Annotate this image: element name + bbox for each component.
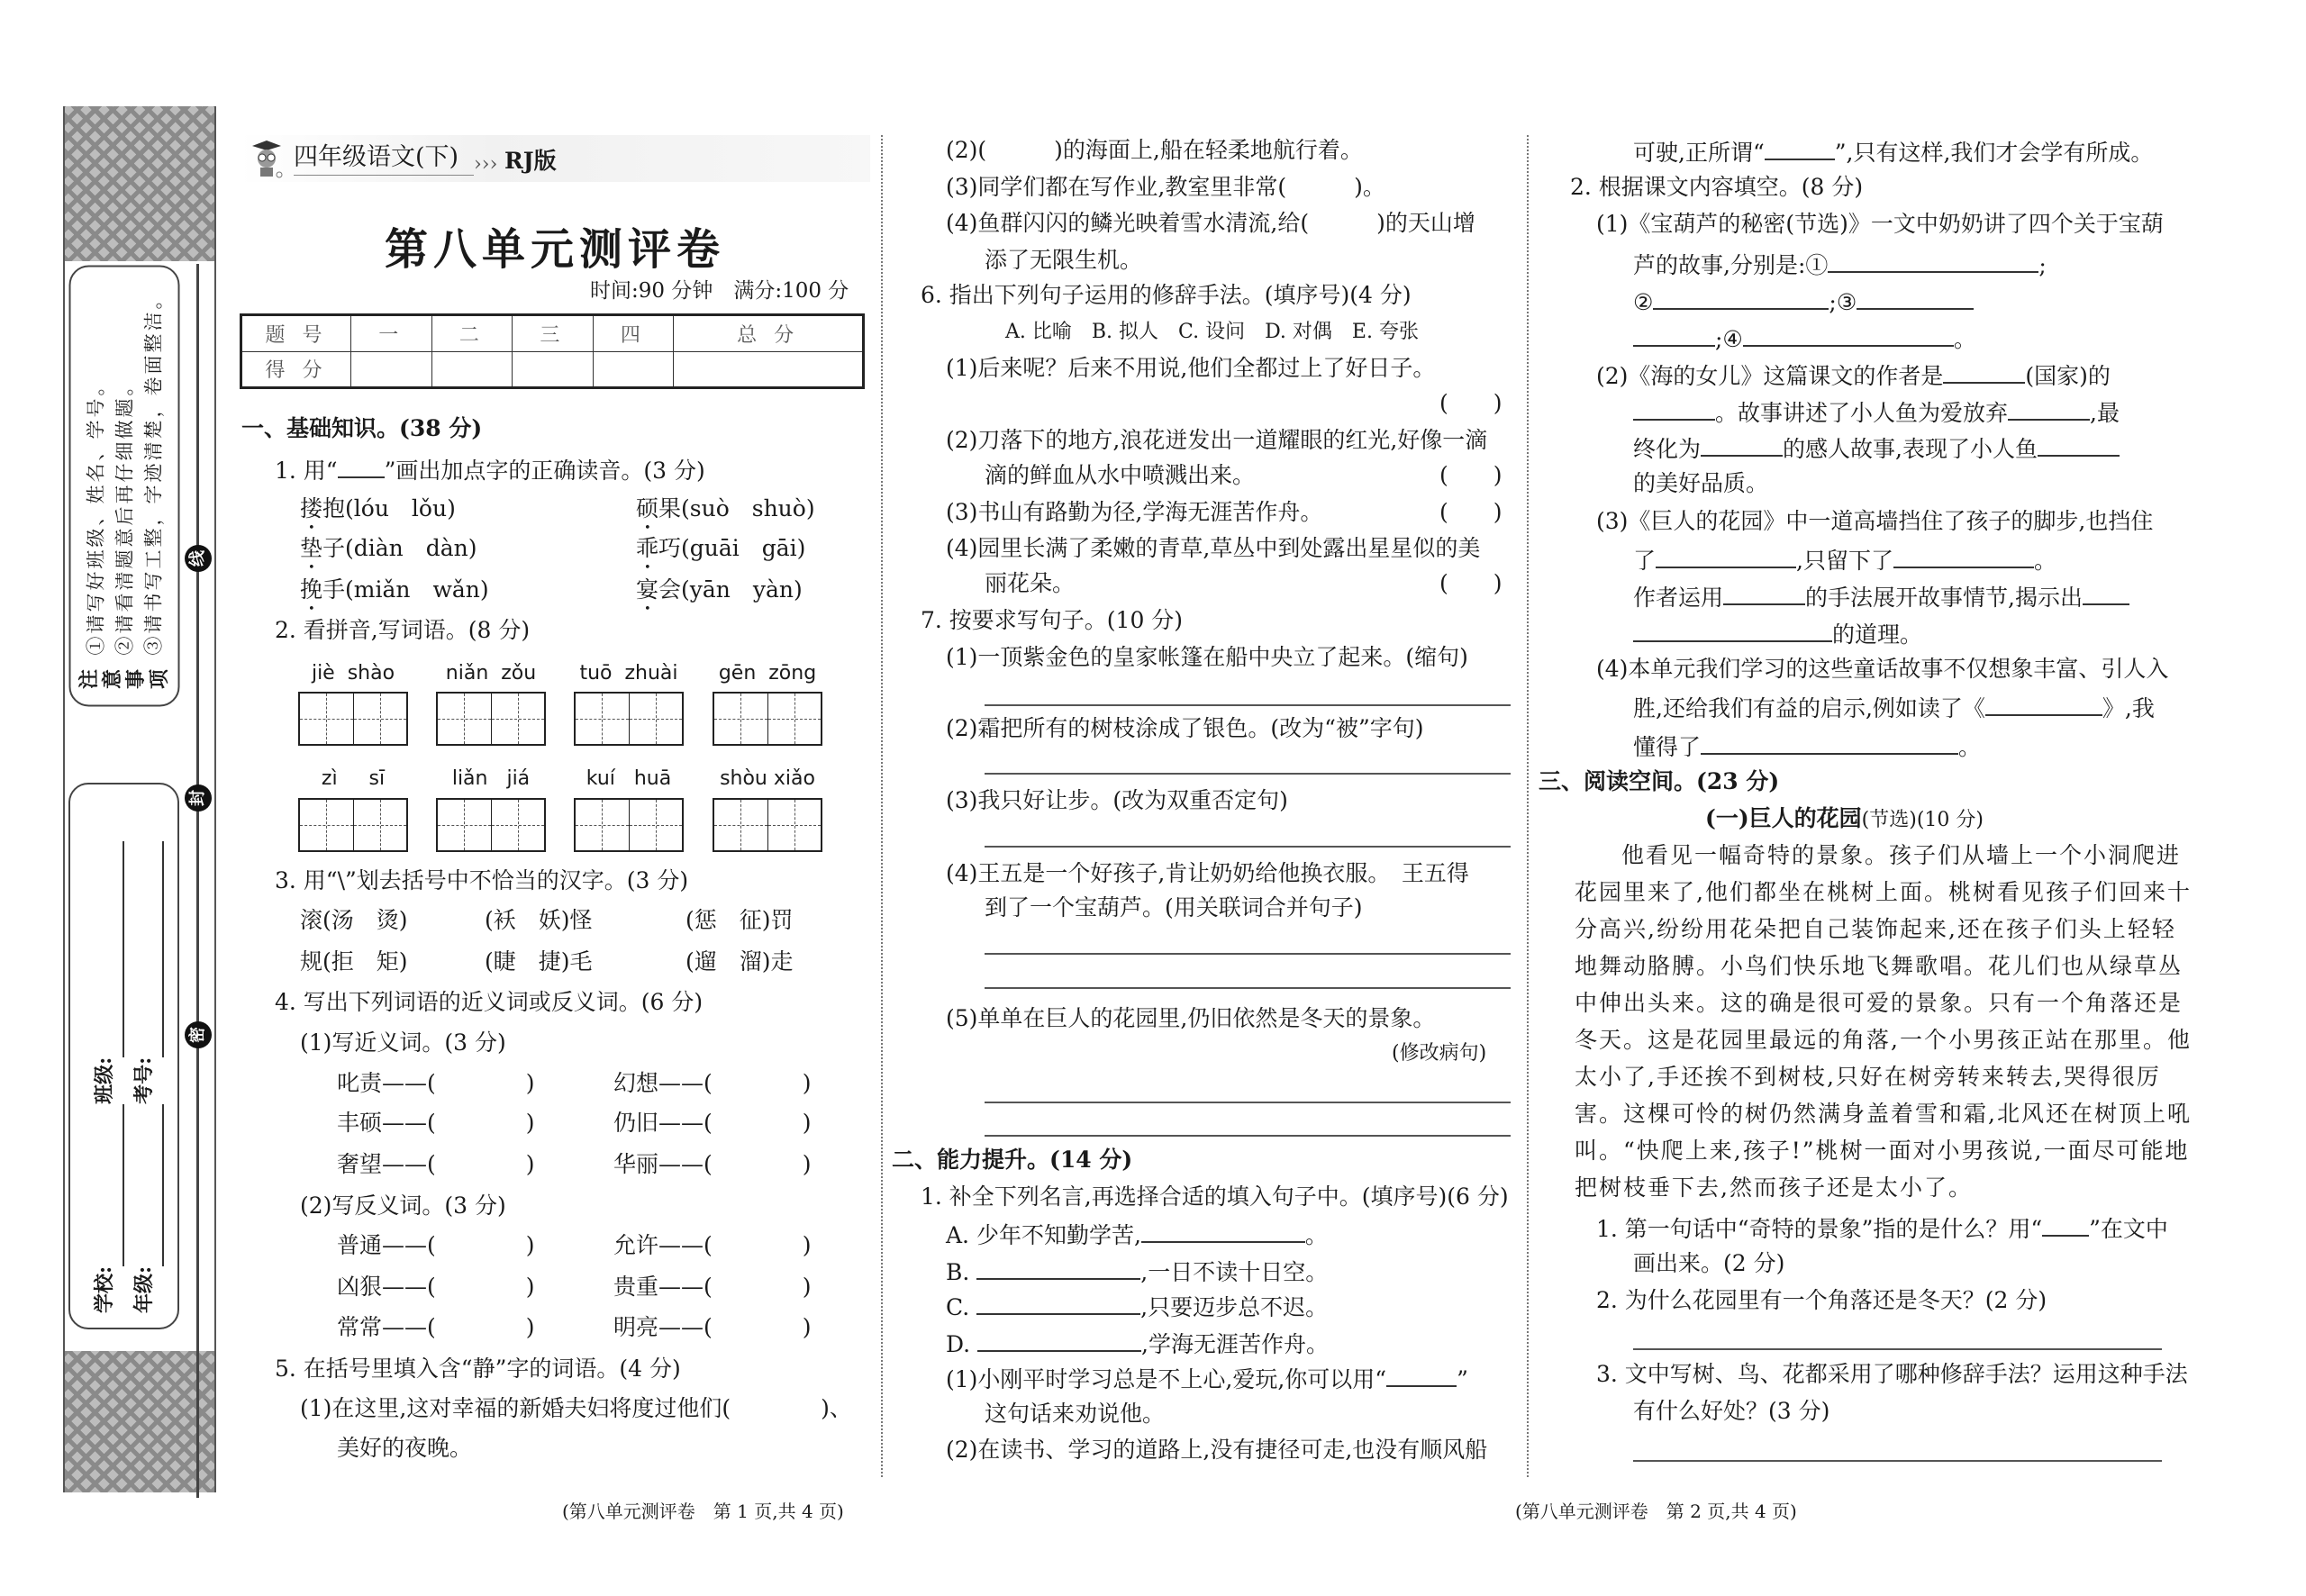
header-grade: 四年级语文(下) (294, 143, 459, 171)
proverb-blank[interactable]: B. ,一日不读十日空。 (946, 1256, 1328, 1286)
question-text: 有什么好处？(3 分) (1633, 1398, 1830, 1424)
question-text: 5. 在括号里填入含“静”字的词语。(4 分) (275, 1356, 681, 1382)
question-text: 6. 指出下列句子运用的修辞手法。(填序号)(4 分) (921, 282, 1412, 308)
blank-line[interactable] (2042, 1213, 2089, 1237)
passage-line: 害。这棵可怜的树仍然满身盖着雪和霜,北风还在树顶上吼 (1575, 1101, 2192, 1127)
question-text: 2. 根据课文内容填空。(8 分) (1570, 174, 1864, 200)
grade-label: 年级: (132, 1265, 156, 1313)
instruction-note: (修改病句) (1392, 1042, 1487, 1065)
question-text: 2. 看拼音,写词语。(8 分) (275, 617, 531, 643)
subquestion-text: (4)鱼群闪闪的鳞光映着雪水清流,给( )的天山增 (946, 210, 1475, 236)
question-text: 3. 用“\”划去括号中不恰当的汉字。(3 分) (275, 867, 689, 893)
seal-mark-seal: 封 (185, 784, 212, 812)
blank-line[interactable] (1633, 397, 1715, 421)
passage-line: 冬天。这是花园里最远的角落,一个小男孩正站在那里。他 (1575, 1027, 2192, 1053)
subquestion-text: 丽花朵。 (985, 570, 1076, 596)
subquestion-text: (3)同学们都在写作业,教室里非常( )。 (946, 174, 1385, 200)
passage-line: 分高兴,纷纷用花朵把自己装饰起来,还在孩子们头上轻轻 (1575, 916, 2176, 942)
answer-blank[interactable]: ( ) (1439, 570, 1503, 596)
subquestion-text: (2)在读书、学习的道路上,没有捷径可走,也没有顺风船 (946, 1437, 1488, 1463)
decorative-pattern-bottom (65, 1351, 214, 1492)
score-header: 题 号 (241, 315, 351, 352)
section-heading: 一、基础知识。(38 分) (241, 415, 483, 441)
answer-line[interactable] (1633, 1460, 2162, 1462)
answer-blank[interactable]: ( ) (1439, 462, 1503, 488)
blank-line[interactable] (1743, 323, 1954, 347)
pinyin-options: 会(yān yàn) (658, 576, 803, 603)
blank-line[interactable] (2008, 397, 2090, 421)
blank-line[interactable] (1943, 360, 2025, 384)
blank-line[interactable] (2038, 433, 2120, 457)
blank-line[interactable] (1723, 582, 1805, 605)
writing-grid[interactable] (713, 798, 822, 852)
fill-blank-line[interactable]: 的道理。 (1633, 619, 1922, 648)
fill-blank-line[interactable]: ② ;③ (1633, 286, 1974, 316)
blank-line[interactable] (1701, 731, 1958, 755)
student-info-box (68, 783, 179, 1329)
subquestion-text: 美好的夜晚。 (337, 1435, 473, 1461)
passage-line: 叫。“快爬上来,孩子!”桃树一面对小男孩说,一面尽可能地 (1575, 1138, 2190, 1164)
score-cell[interactable] (513, 351, 594, 388)
reading-item (636, 495, 815, 535)
seal-line (196, 264, 199, 1498)
blank-line[interactable] (1985, 693, 2102, 716)
score-header: 二 (431, 315, 513, 352)
answer-line[interactable] (985, 987, 1511, 989)
score-cell[interactable] (431, 351, 513, 388)
char-choice[interactable]: (袄 妖)怪 (485, 907, 593, 933)
question-text: 1. 补全下列名言,再选择合适的填入句子中。(填序号)(6 分) (921, 1183, 1509, 1210)
page-footer: (第八单元测评卷 第 1 页,共 4 页) (562, 1501, 844, 1522)
reading-item (300, 535, 477, 575)
section-heading: 二、能力提升。(14 分) (892, 1147, 1133, 1173)
subquestion-text: 到了一个宝葫芦。(用关联词合并句子) (985, 894, 1363, 920)
column-divider (1527, 135, 1529, 1477)
blank-line[interactable] (1653, 286, 1829, 310)
blank-line[interactable] (976, 1292, 1140, 1315)
subquestion-text: (4)本单元我们学习的这些童话故事不仅想象丰富、引人入 (1596, 656, 2169, 682)
pinyin-options: 抱(lóu lǒu) (322, 495, 456, 521)
word-blank[interactable]: 奢望——( ) (337, 1151, 535, 1177)
word-blank[interactable]: 丰硕——( ) (337, 1110, 535, 1136)
grade-field[interactable] (137, 1104, 164, 1266)
char-choice[interactable]: (惩 征)罚 (685, 907, 794, 933)
pinyin-options: 巧(guāi gāi) (658, 535, 806, 561)
score-header: 四 (593, 315, 674, 352)
writing-grid[interactable] (574, 692, 684, 746)
blank-line[interactable] (1656, 545, 1796, 568)
subquestion-text: (2)刀落下的地方,浪花迸发出一道耀眼的红光,好像一滴 (946, 427, 1488, 453)
exam-no-label: 考号: (132, 1056, 156, 1104)
subquestion-text: 这句话来劝说他。 (985, 1401, 1166, 1427)
answer-blank[interactable]: ( ) (1439, 390, 1503, 416)
exam-meta: 时间:90 分钟 满分:100 分 (590, 279, 849, 303)
blank-line[interactable] (1633, 323, 1715, 347)
notes-title: 注意事项 (77, 668, 171, 693)
subquestion-text: 的美好品质。 (1633, 470, 1769, 496)
blank-line[interactable] (338, 455, 385, 478)
fill-blank-line[interactable]: 。故事讲述了小人鱼为爱放弃 ,最 (1633, 397, 2120, 427)
subquestion-text: (3)《巨人的花园》中一道高墙挡住了孩子的脚步,也挡住 (1596, 508, 2154, 534)
dotted-char: 挽 (300, 576, 323, 603)
word-blank[interactable]: 华丽——( ) (613, 1151, 812, 1177)
subquestion-text: 添了无限生机。 (985, 247, 1143, 273)
word-blank[interactable]: 普通——( ) (337, 1232, 535, 1258)
word-blank[interactable]: 常常——( ) (337, 1314, 535, 1340)
answer-line[interactable] (985, 773, 1511, 775)
fill-blank-line[interactable]: 作者运用 的手法展开故事情节,揭示出 (1633, 582, 2129, 612)
score-cell[interactable] (593, 351, 674, 388)
writing-grid[interactable] (298, 692, 408, 746)
note-item: ③请书写工整，字迹清楚，卷面整洁。 (142, 287, 164, 656)
subquestion-text: (4)园里长满了柔嫩的青草,草丛中到处露出星星似的美 (946, 535, 1481, 561)
char-choice[interactable]: (遛 溜)走 (685, 948, 794, 975)
header-underline (294, 175, 474, 176)
exam-no-field[interactable] (137, 841, 164, 1057)
passage-line: 把树枝垂下去,然而孩子还是太小了。 (1575, 1174, 1973, 1201)
class-field[interactable] (97, 841, 124, 1057)
blank-line[interactable] (977, 1328, 1141, 1352)
blank-line[interactable] (1857, 286, 1974, 310)
dotted-char: 搂 (300, 495, 323, 521)
subquestion-text: 滴的鲜血从水中喷溅出来。 (985, 462, 1256, 488)
proverb-blank[interactable]: D. ,学海无涯苦作舟。 (946, 1328, 1329, 1358)
pinyin-label: zì sī (321, 767, 386, 790)
word-blank[interactable]: 叱责——( ) (337, 1070, 535, 1096)
reading-item (300, 495, 456, 535)
word-blank[interactable]: 幻想——( ) (613, 1070, 812, 1096)
dotted-char: 宴 (636, 576, 659, 603)
score-header: 一 (351, 315, 432, 352)
subquestion-text: (1)一顶紫金色的皇家帐篷在船中央立了起来。(缩句) (946, 644, 1468, 670)
question-text: 2. 为什么花园里有一个角落还是冬天？(2 分) (1596, 1287, 2047, 1313)
word-blank[interactable]: 凶狠——( ) (337, 1274, 535, 1300)
fill-blank-line[interactable]: 芦的故事,分别是:① ; (1633, 249, 2047, 279)
writing-grid[interactable] (436, 798, 546, 852)
subquestion-text: (2)霜把所有的树枝涂成了银色。(改为“被”字句) (946, 715, 1424, 741)
char-choice[interactable]: 滚(汤 烫) (300, 907, 408, 933)
passage-title (1705, 805, 1984, 834)
char-choice[interactable]: (睫 捷)毛 (485, 948, 593, 975)
arrows-icon: ››› (474, 153, 498, 176)
blank-line[interactable] (2083, 582, 2129, 605)
blank-line[interactable] (1386, 1364, 1457, 1387)
question-text: 7. 按要求写句子。(10 分) (921, 607, 1184, 633)
question-text: 4. 写出下列词语的近义词或反义词。(6 分) (275, 989, 704, 1015)
blank-line[interactable] (1765, 137, 1835, 160)
note-item: ①请写好班级、姓名、学号。 (85, 374, 106, 656)
score-header: 三 (513, 315, 594, 352)
reading-item (636, 576, 803, 616)
pinyin-label: jiè shào (311, 662, 395, 685)
fill-blank-line[interactable]: 了 ,只留下了 。 (1633, 545, 2056, 575)
blank-line[interactable] (976, 1256, 1140, 1280)
score-table (240, 313, 865, 389)
fill-blank-line[interactable]: 胜,还给我们有益的启示,例如读了《 》,我 (1633, 693, 2155, 722)
section-heading: 三、阅读空间。(23 分) (1539, 768, 1780, 794)
proverb-blank[interactable]: C. ,只要迈步总不迟。 (946, 1292, 1328, 1321)
question-text: 1. 用“ ”画出加点字的正确读音。(3 分) (275, 455, 705, 485)
blank-line[interactable] (1701, 433, 1783, 457)
passage-line: 中伸出头来。这的确是很可爱的景象。只有一个角落还是 (1575, 990, 2183, 1016)
dotted-char: 硕 (636, 495, 659, 521)
blank-line[interactable] (1828, 249, 2038, 273)
fill-blank-line[interactable]: 终化为 的感人故事,表现了小人鱼 (1633, 433, 2120, 463)
passage-title-text: (一)巨人的花园 (1705, 805, 1862, 831)
score-cell[interactable] (351, 351, 432, 388)
fill-blank-line[interactable]: ;④ 。 (1633, 323, 1976, 353)
char-choice[interactable]: 规(拒 矩) (300, 948, 408, 975)
subquestion-text: (1)《宝葫芦的秘密(节选)》一文中奶奶讲了四个关于宝葫 (1596, 211, 2164, 237)
subquestion-text: (2)( )的海面上,船在轻柔地航行着。 (946, 137, 1363, 163)
word-blank[interactable]: 明亮——( ) (613, 1314, 812, 1340)
rhetoric-options: A. 比喻 B. 拟人 C. 设问 D. 对偶 E. 夸张 (1005, 321, 1419, 343)
column-divider (881, 135, 883, 1477)
writing-grid[interactable] (713, 692, 822, 746)
reading-item (300, 576, 489, 616)
notes-box (69, 266, 180, 707)
answer-line[interactable] (1633, 1348, 2162, 1350)
score-row-label: 得 分 (241, 351, 351, 388)
school-field[interactable] (97, 1104, 124, 1266)
school-label: 学校: (92, 1265, 116, 1313)
question-text: 1. 第一句话中“奇特的景象”指的是什么？用“ ”在文中 (1596, 1213, 2168, 1243)
seal-mark-line: 线 (185, 545, 212, 572)
dotted-char: 垫 (300, 535, 323, 561)
subquestion-text: (2)写反义词。(3 分) (300, 1192, 506, 1219)
passage-line: 太小了,手还挨不到树枝,只好在树旁转来转去,哭得很厉 (1575, 1064, 2161, 1090)
subquestion-text: (3)书山有路勤为径,学海无涯苦作舟。 (946, 499, 1323, 525)
blank-line[interactable] (1141, 1220, 1305, 1243)
passage-line: 地舞动胳膊。小鸟们快乐地飞舞歌唱。花儿们也从绿草丛 (1575, 953, 2183, 979)
seal-mark-secret: 密 (185, 1021, 212, 1048)
answer-line[interactable] (985, 704, 1511, 706)
subquestion-text: (1)在这里,这对幸福的新婚夫妇将度过他们( )、 (300, 1395, 852, 1421)
subquestion-text: (5)单单在巨人的花园里,仍旧依然是冬天的景象。 (946, 1005, 1436, 1031)
owl-mascot-icon (247, 139, 286, 180)
proverb-blank[interactable]: A. 少年不知勤学苦, 。 (946, 1220, 1328, 1249)
page-title: 第八单元测评卷 (384, 224, 725, 275)
score-cell[interactable] (674, 351, 864, 388)
class-label: 班级: (92, 1056, 116, 1104)
passage-line: 花园里来了,他们都坐在桃树上面。桃树看见孩子们回来十 (1575, 879, 2192, 905)
note-item: ②请看清题意后再仔细做题。 (113, 374, 135, 656)
pinyin-label: liǎn jiá (451, 767, 531, 790)
page-footer: (第八单元测评卷 第 2 页,共 4 页) (1515, 1501, 1797, 1522)
subquestion-text: (4)王五是一个好孩子,肯让奶奶给他换衣服。 王五得 (946, 860, 1469, 886)
pinyin-label: tuō zhuài (579, 662, 678, 685)
pinyin-label: niǎn zǒu (445, 662, 537, 685)
writing-grid[interactable] (298, 798, 408, 852)
subquestion-text: (1)小刚平时学习总是不上心,爱玩,你可以用“ ” (946, 1364, 1468, 1393)
subquestion-text: (1)后来呢？后来不用说,他们全都过上了好日子。 (946, 355, 1436, 381)
dotted-char: 乖 (636, 535, 659, 561)
word-blank[interactable]: 允许——( ) (613, 1232, 812, 1258)
subquestion-text: 可驶,正所谓“ ”,只有这样,我们才会学有所成。 (1633, 137, 2153, 167)
answer-line[interactable] (985, 1135, 1511, 1137)
answer-blank[interactable]: ( ) (1439, 499, 1503, 525)
writing-grid[interactable] (436, 692, 546, 746)
pinyin-label: shòu xiǎo (720, 767, 815, 790)
word-blank[interactable]: 贵重——( ) (613, 1274, 812, 1300)
fill-blank-line[interactable]: 懂得了 。 (1633, 731, 1981, 761)
writing-grid[interactable] (574, 798, 684, 852)
word-blank[interactable]: 仍旧——( ) (613, 1110, 812, 1136)
question-text: 画出来。(2 分) (1633, 1250, 1785, 1276)
score-header: 总 分 (674, 315, 864, 352)
answer-line[interactable] (985, 1102, 1511, 1103)
reading-item (636, 535, 805, 575)
fill-blank-line[interactable]: (2)《海的女儿》这篇课文的作者是 (国家)的 (1596, 360, 2111, 390)
pinyin-options: 果(suò shuò) (658, 495, 815, 521)
subquestion-text: (1)写近义词。(3 分) (300, 1029, 506, 1056)
pinyin-options: 子(diàn dàn) (322, 535, 477, 561)
pinyin-label: gēn zōng (718, 662, 817, 685)
subquestion-text: (3)我只好让步。(改为双重否定句) (946, 787, 1288, 813)
question-text: 3. 文中写树、鸟、花都采用了哪种修辞手法？运用这种手法 (1596, 1361, 2188, 1387)
pinyin-options: 手(miǎn wǎn) (322, 576, 489, 603)
passage-line: 他看见一幅奇特的景象。孩子们从墙上一个小洞爬进 (1621, 842, 2182, 868)
decorative-pattern-top (65, 106, 214, 261)
blank-line[interactable] (1633, 619, 1832, 642)
blank-line[interactable] (1893, 545, 2034, 568)
answer-line[interactable] (985, 953, 1511, 955)
answer-line[interactable] (985, 846, 1511, 848)
pinyin-label: kuí huā (586, 767, 672, 790)
edition-label: RJ版 (504, 148, 557, 174)
passage-title-note: (节选)(10 分) (1861, 809, 1984, 831)
